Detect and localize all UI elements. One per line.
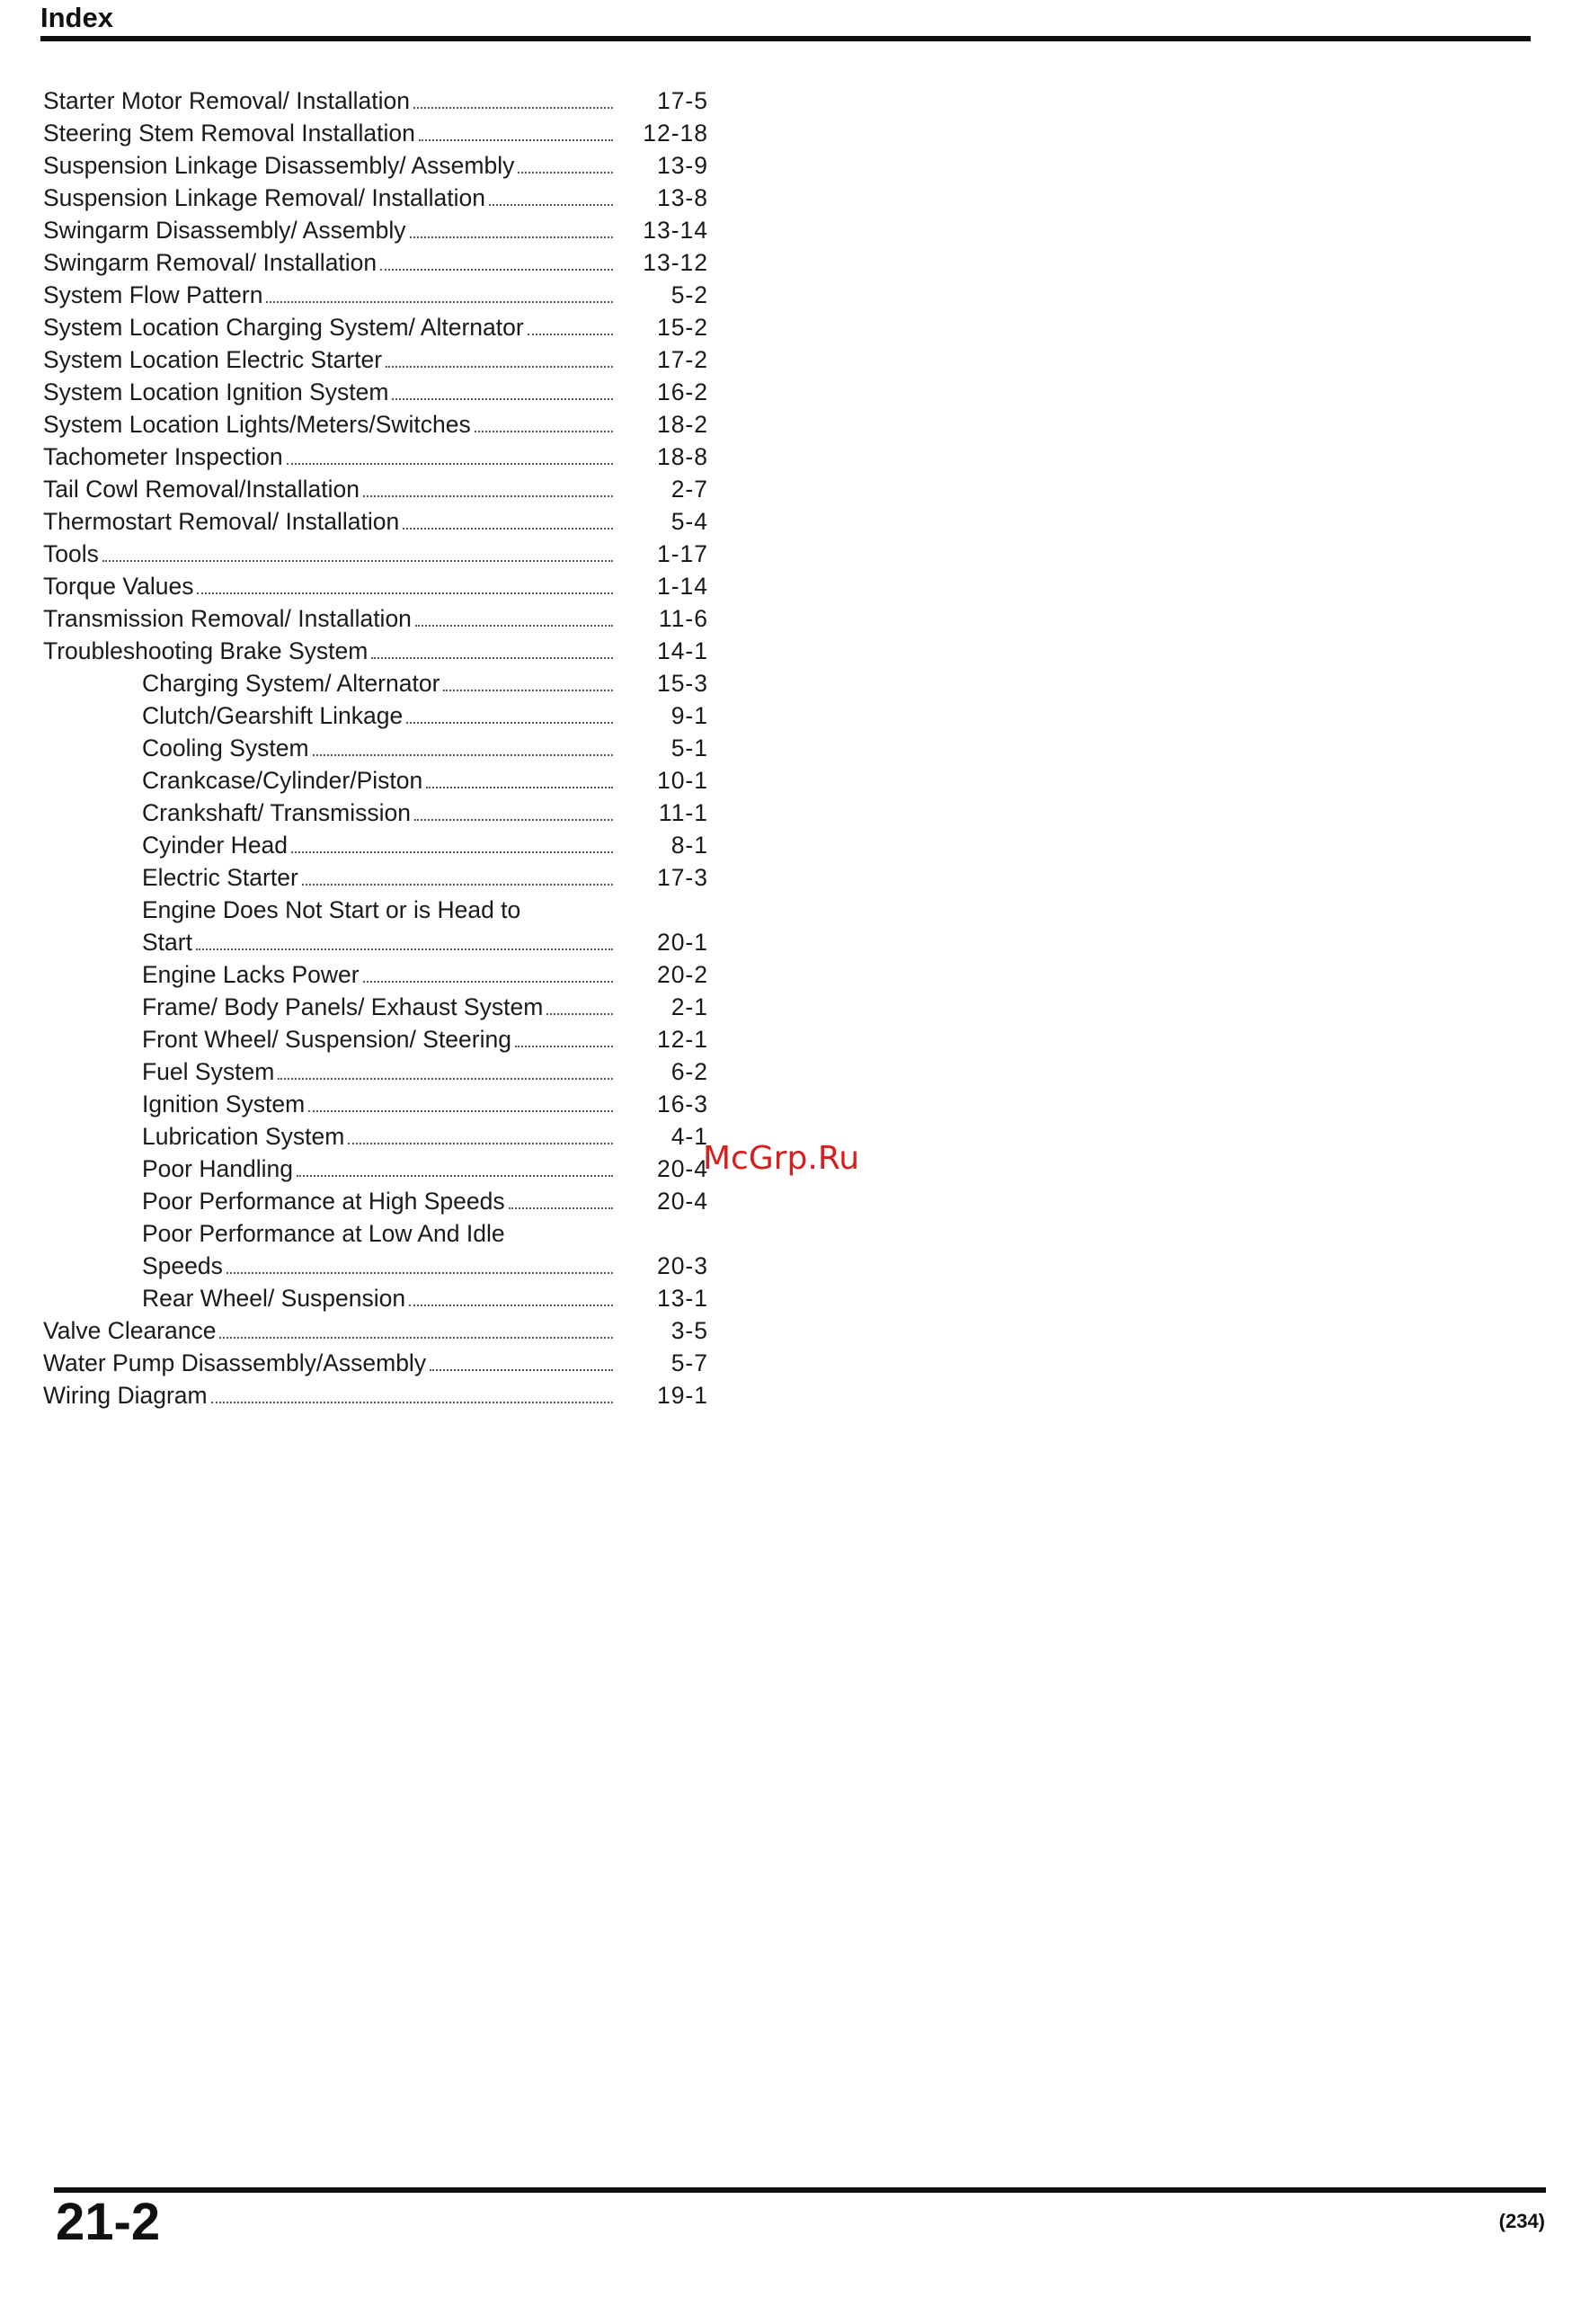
index-entry-page: 5-2 [671, 281, 708, 308]
dot-leader [287, 463, 613, 465]
index-entry-page: 14-1 [656, 637, 708, 664]
dot-leader [363, 981, 613, 983]
dot-leader [386, 366, 613, 368]
index-entry-page: 19-1 [656, 1382, 708, 1409]
index-entry-page: 13-8 [656, 184, 708, 211]
index-entry-label: Charging System/ Alternator [142, 670, 440, 697]
index-entry-label: Starter Motor Removal/ Installation [43, 87, 410, 114]
index-entry-label: System Location Ignition System [43, 378, 389, 405]
index-entry-label: Frame/ Body Panels/ Exhaust System [142, 993, 544, 1020]
index-entry-label: Fuel System [142, 1058, 275, 1085]
index-entry [43, 1088, 708, 1120]
index-entry [43, 926, 708, 958]
index-entry [43, 343, 708, 376]
header-rule [40, 36, 1531, 41]
dot-leader [409, 1304, 613, 1306]
dot-leader [313, 754, 613, 756]
dot-leader [348, 1143, 613, 1144]
dot-leader [426, 787, 613, 788]
dot-leader [219, 1337, 613, 1339]
dot-leader [410, 236, 613, 238]
index-entry [43, 441, 708, 473]
dot-leader [291, 851, 613, 853]
index-entry-label: Lubrication System [142, 1123, 345, 1150]
index-entry-label: System Location Charging System/ Alternator [43, 314, 524, 341]
dot-leader [489, 204, 613, 206]
index-entry-page: 8-1 [671, 832, 708, 859]
footer-rule [54, 2187, 1546, 2193]
index-entry-label: Steering Stem Removal Installation [43, 120, 415, 147]
index-entry-label: Front Wheel/ Suspension/ Steering [142, 1026, 511, 1053]
index-entry [43, 635, 708, 667]
index-entry-page: 13-9 [656, 152, 708, 179]
index-entry-page: 16-2 [656, 378, 708, 405]
index-entry-label: Speeds [142, 1252, 223, 1279]
dot-leader [406, 722, 613, 724]
index-entry-label: Cyinder Head [142, 832, 289, 859]
dot-leader [414, 819, 613, 821]
index-entry [43, 1185, 708, 1217]
index-entry [43, 1023, 708, 1055]
index-entry-label: System Flow Pattern [43, 281, 263, 308]
dot-leader [102, 560, 613, 562]
index-entry-page: 15-2 [656, 314, 708, 341]
index-entry-label: Swingarm Disassembly/ Assembly [43, 217, 406, 244]
dot-leader [297, 1175, 613, 1177]
index-entry [43, 958, 708, 991]
dot-leader [196, 948, 613, 950]
index-entry-page: 12-18 [643, 120, 708, 147]
dot-leader [197, 592, 613, 594]
index-entry [43, 376, 708, 408]
index-entry [43, 538, 708, 570]
index-entry-page: 20-2 [656, 961, 708, 988]
index-entry-page: 5-1 [671, 735, 708, 761]
index-entry [43, 602, 708, 635]
index-entry-label: Start [142, 929, 192, 956]
dot-leader [266, 301, 613, 303]
index-entry-page: 11-1 [658, 799, 708, 826]
index-entry-page: 20-1 [656, 929, 708, 956]
index-entry-label: Ignition System [142, 1091, 306, 1117]
index-entry [43, 570, 708, 602]
index-entry [43, 408, 708, 441]
index-entry-page: 6-2 [671, 1058, 708, 1085]
index-entry-label: Poor Handling [142, 1155, 293, 1182]
dot-leader [430, 1369, 613, 1371]
index-entry [43, 1379, 708, 1411]
dot-leader [419, 139, 613, 141]
index-entry [43, 214, 708, 246]
index-entry-label: Engine Does Not Start or is Head to [142, 896, 521, 923]
index-entry [43, 1217, 708, 1250]
index-entry-page: 17-5 [656, 87, 708, 114]
index-entry [43, 764, 708, 797]
index-entry [43, 797, 708, 829]
index-list [43, 85, 708, 1411]
dot-leader [509, 1207, 613, 1209]
index-entry [43, 85, 708, 117]
dot-leader [415, 625, 613, 627]
index-entry [43, 1055, 708, 1088]
index-entry-label: Thermostart Removal/ Installation [43, 508, 400, 535]
index-entry-label: Tail Cowl Removal/Installation [43, 476, 360, 503]
index-entry-label: Crankcase/Cylinder/Piston [142, 767, 423, 794]
index-entry [43, 667, 708, 699]
index-entry-label: Poor Performance at High Speeds [142, 1188, 505, 1215]
dot-leader [528, 334, 613, 335]
index-entry-page: 10-1 [656, 767, 708, 794]
index-entry [43, 311, 708, 343]
dot-leader [518, 172, 613, 174]
dot-leader [302, 884, 613, 886]
index-entry-label: System Location Lights/Meters/Switches [43, 411, 471, 438]
index-entry-label: Tools [43, 540, 99, 567]
index-entry-label: Cooling System [142, 735, 309, 761]
index-entry [43, 505, 708, 538]
index-entry-label: Valve Clearance [43, 1317, 217, 1344]
index-entry-page: 13-1 [656, 1285, 708, 1312]
index-entry-label: Clutch/Gearshift Linkage [142, 702, 404, 729]
index-entry-label: System Location Electric Starter [43, 346, 383, 373]
index-entry-page: 5-4 [671, 508, 708, 535]
page-title: Index [40, 2, 113, 33]
index-entry-page: 17-3 [656, 864, 708, 891]
index-entry-label: Rear Wheel/ Suspension [142, 1285, 406, 1312]
index-entry [43, 1120, 708, 1153]
index-entry-label: Electric Starter [142, 864, 298, 891]
index-entry [43, 991, 708, 1023]
index-entry-page: 2-1 [671, 993, 708, 1020]
index-entry-page: 20-4 [656, 1188, 708, 1215]
index-entry-page: 20-4 [656, 1155, 708, 1182]
index-entry-page: 13-14 [643, 217, 708, 244]
index-entry-label: Suspension Linkage Disassembly/ Assembly [43, 152, 515, 179]
index-entry [43, 117, 708, 149]
dot-leader [546, 1013, 613, 1015]
index-entry-label: Wiring Diagram [43, 1382, 208, 1409]
index-entry-page: 15-3 [656, 670, 708, 697]
dot-leader [515, 1046, 613, 1047]
index-entry-label: Engine Lacks Power [142, 961, 360, 988]
index-entry-label: Suspension Linkage Removal/ Installation [43, 184, 486, 211]
dot-leader [443, 690, 613, 691]
index-entry-page: 18-2 [656, 411, 708, 438]
index-entry-label: Swingarm Removal/ Installation [43, 249, 377, 276]
index-entry [43, 699, 708, 732]
index-entry-page: 17-2 [656, 346, 708, 373]
dot-leader [308, 1110, 613, 1112]
index-entry-label: Tachometer Inspection [43, 443, 283, 470]
index-entry-page: 11-6 [658, 605, 708, 632]
index-entry-page: 2-7 [671, 476, 708, 503]
index-entry [43, 1282, 708, 1314]
index-entry-page: 4-1 [671, 1123, 708, 1150]
index-entry [43, 861, 708, 894]
index-entry [43, 732, 708, 764]
index-entry [43, 246, 708, 279]
index-entry-page: 1-17 [656, 540, 708, 567]
dot-leader [380, 269, 613, 271]
dot-leader [475, 431, 613, 432]
index-entry-page: 5-7 [671, 1349, 708, 1376]
dot-leader [413, 107, 613, 109]
index-entry [43, 1347, 708, 1379]
dot-leader [371, 657, 613, 659]
index-entry-page: 9-1 [671, 702, 708, 729]
index-entry [43, 182, 708, 214]
index-entry [43, 1153, 708, 1185]
dot-leader [392, 398, 613, 400]
watermark: McGrp.Ru [703, 1140, 860, 1177]
index-entry-label: Water Pump Disassembly/Assembly [43, 1349, 427, 1376]
dot-leader [226, 1272, 613, 1274]
index-entry-label: Crankshaft/ Transmission [142, 799, 411, 826]
index-entry [43, 829, 708, 861]
index-entry [43, 1314, 708, 1347]
dot-leader [403, 528, 613, 530]
index-entry-page: 13-12 [643, 249, 708, 276]
index-entry [43, 1250, 708, 1282]
index-entry [43, 894, 708, 926]
index-entry-page: 12-1 [656, 1026, 708, 1053]
index-entry-page: 18-8 [656, 443, 708, 470]
index-entry-page: 3-5 [671, 1317, 708, 1344]
index-entry-label: Transmission Removal/ Installation [43, 605, 412, 632]
index-entry [43, 149, 708, 182]
index-entry [43, 279, 708, 311]
dot-leader [211, 1402, 613, 1403]
dot-leader [278, 1078, 613, 1080]
footer-code: (234) [1498, 2210, 1545, 2232]
index-entry-label: Torque Values [43, 573, 194, 600]
index-entry-page: 20-3 [656, 1252, 708, 1279]
index-entry-label: Poor Performance at Low And Idle [142, 1220, 505, 1247]
footer-page-number: 21-2 [56, 2193, 161, 2251]
dot-leader [363, 495, 613, 497]
index-entry [43, 473, 708, 505]
index-entry-page: 16-3 [656, 1091, 708, 1117]
index-entry-label: Troubleshooting Brake System [43, 637, 369, 664]
index-entry-page: 1-14 [656, 573, 708, 600]
